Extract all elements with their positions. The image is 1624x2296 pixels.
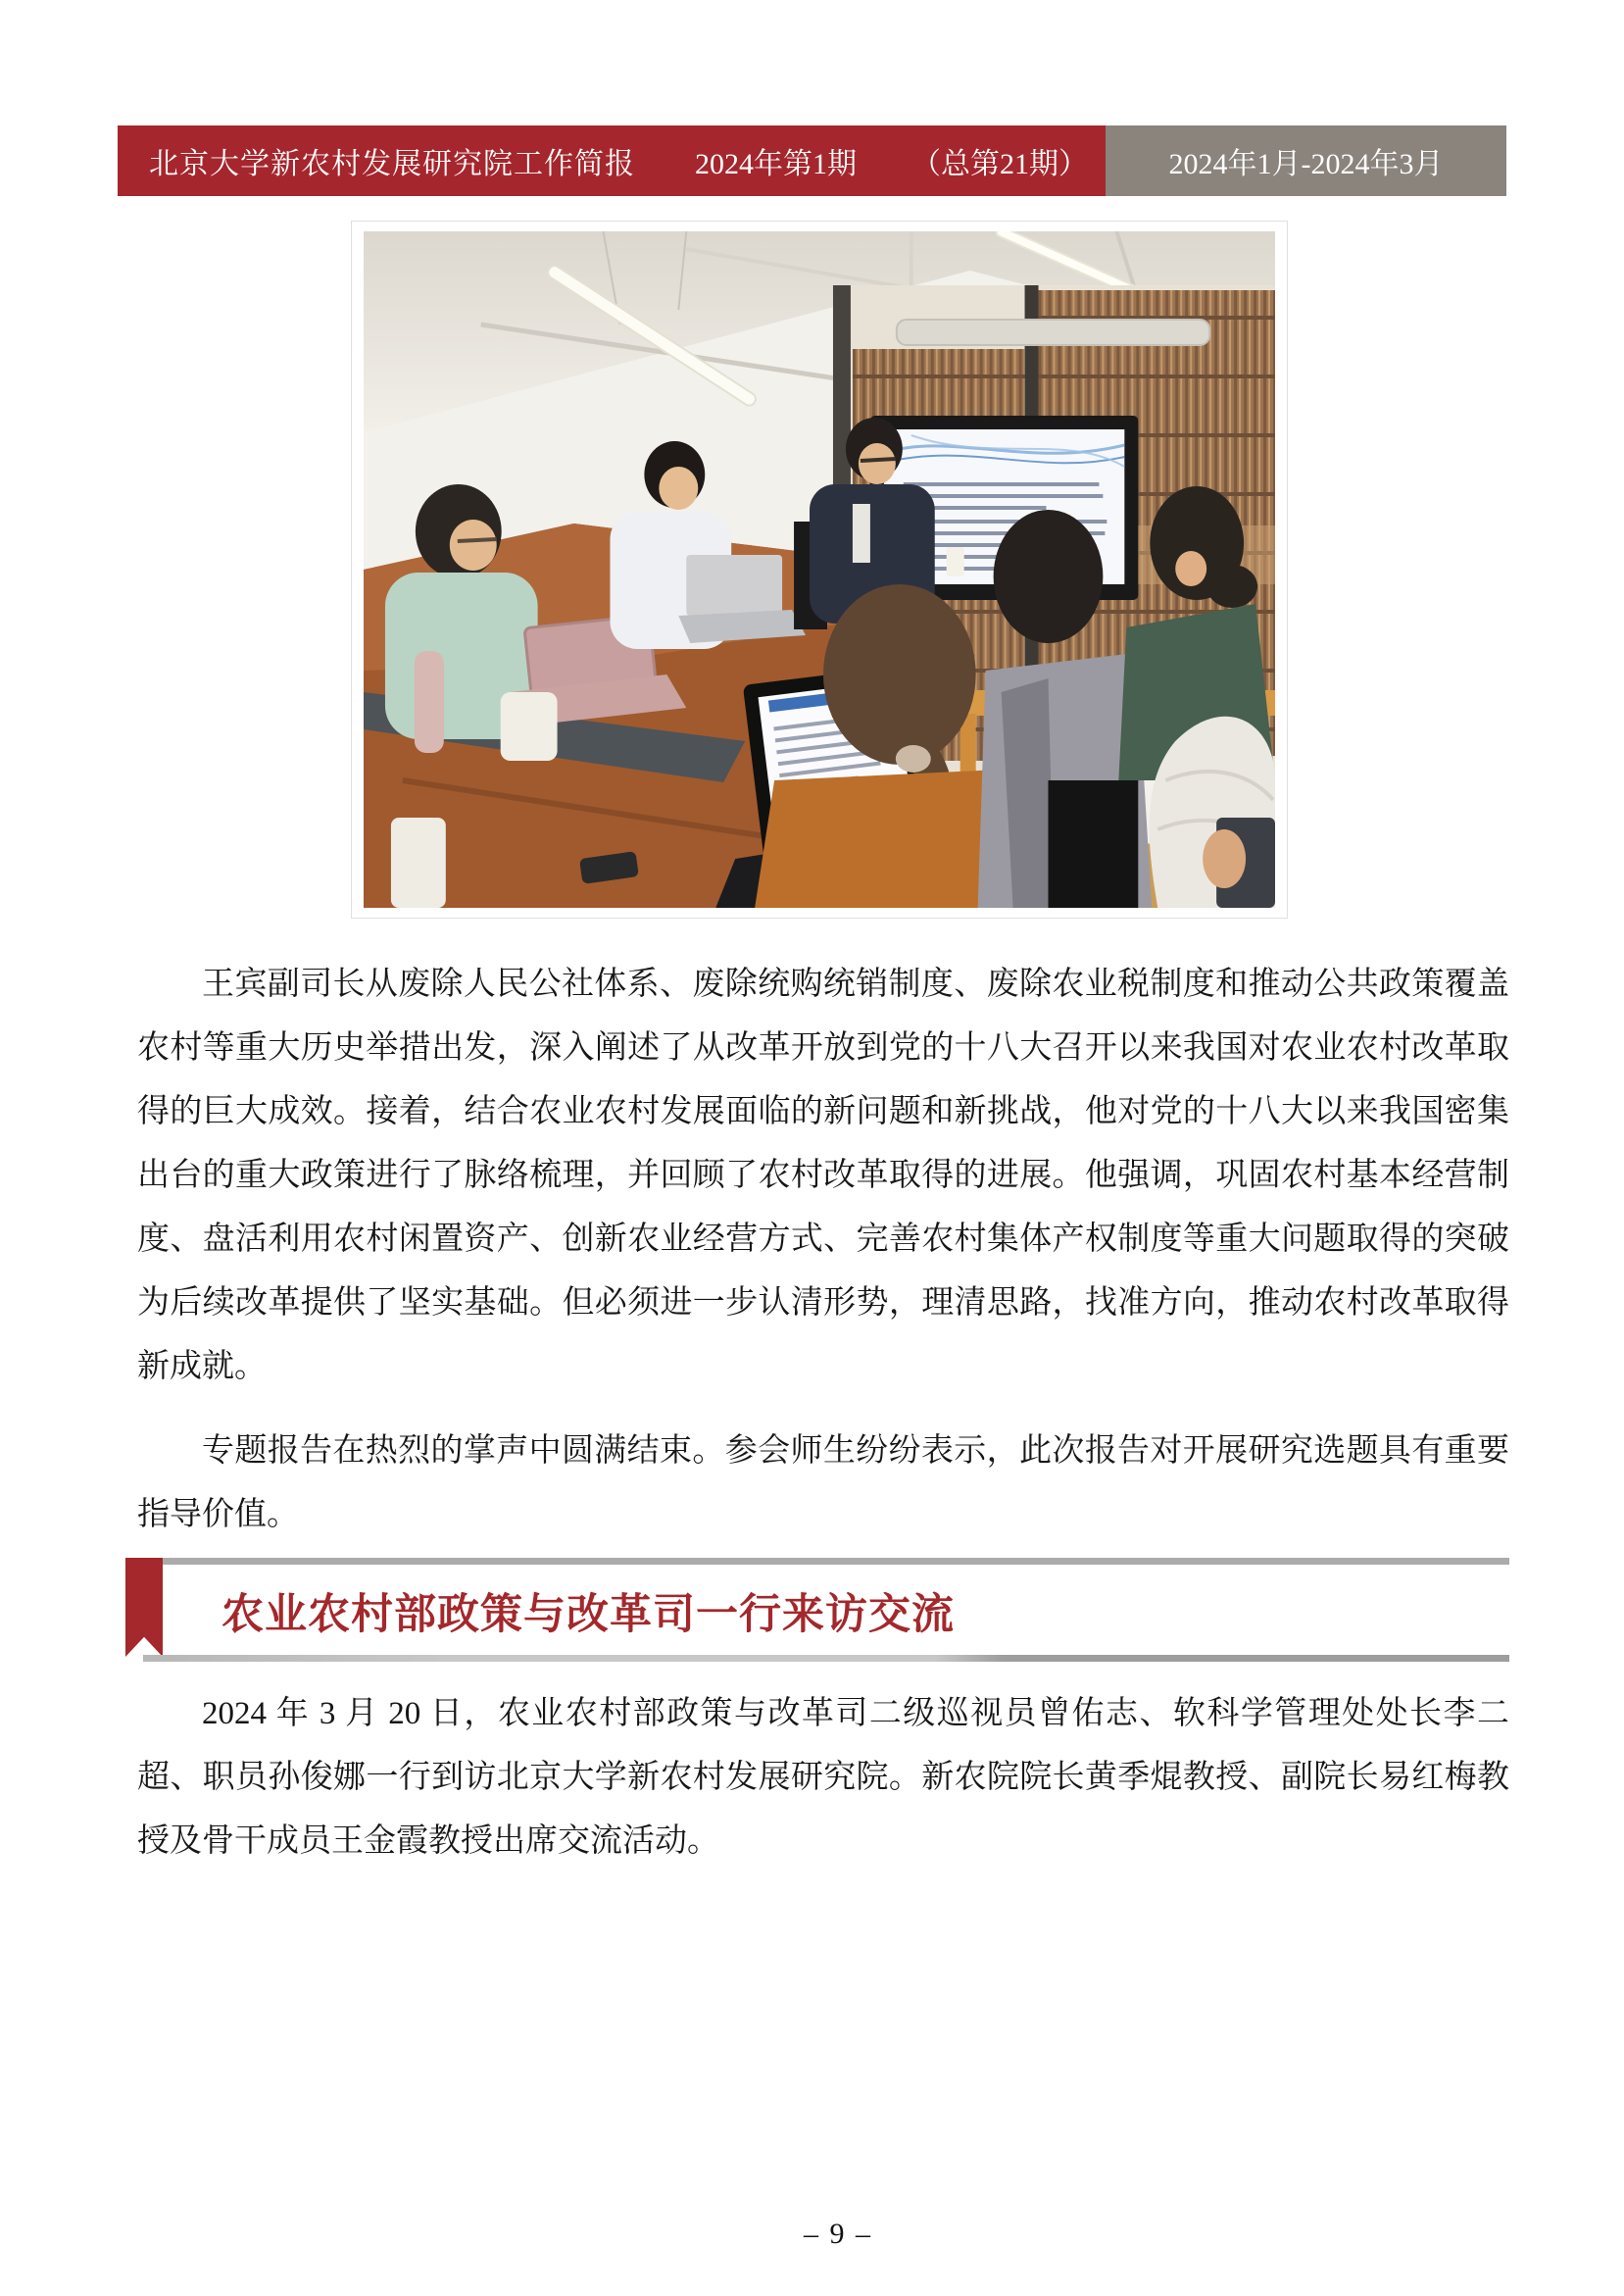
- heading-rule-top: [125, 1558, 1509, 1565]
- article-body-1: [137, 953, 1509, 1547]
- section-title: 农业农村部政策与改革司一行来访交流: [221, 1590, 955, 1638]
- paragraph: 2024 年 3 月 20 日，农业农村部政策与改革司二级巡视员曾佑志、软科学管理处处长李二超、职员孙俊娜一行到访北京大学新农村发展研究院。新农院院长黄季焜教授、副院长易红梅教授及骨干成员王金霞教授出席交流活动。: [137, 1696, 1509, 1859]
- red-ribbon-bookmark-icon: [125, 1558, 163, 1657]
- header-gray-band: [1106, 125, 1506, 196]
- issue-number: 2024年第1期: [695, 148, 857, 180]
- page-header: [118, 125, 1506, 196]
- meeting-photo-graphic: [364, 231, 1275, 908]
- newsletter-title: 北京大学新农村发展研究院工作简报: [149, 148, 635, 180]
- section-heading-band: [125, 1558, 1509, 1660]
- page-number: – 9 –: [804, 2218, 872, 2250]
- heading-rule-bottom: [143, 1655, 1509, 1662]
- paragraph: 王宾副司长从废除人民公社体系、废除统购统销制度、废除农业税制度和推动公共政策覆盖农村等重大历史举措出发，深入阐述了从改革开放到党的十八大召开以来我国对农业农村改革取得的巨大成效。接着，结合农业农村发展面临的新问题和新挑战，他对党的十八大以来我国密集出台的重大政策进行了脉络梳理，并回顾了农村改革取得的进展。他强调，巩固农村基本经营制度、盘活利用农村闲置资产、创新农业经营方式、完善农村集体产权制度等重大问题取得的突破为后续改革提供了坚实基础。但必须进一步认清形势，理清思路，找准方向，推动农村改革取得新成就。: [137, 967, 1509, 1384]
- issue-total: （总第21期）: [911, 148, 1088, 180]
- meeting-photo: [351, 221, 1288, 919]
- issue-period: 2024年1月-2024年3月: [1168, 148, 1444, 180]
- header-red-band: [118, 125, 1106, 196]
- paragraph: 专题报告在热烈的掌声中圆满结束。参会师生纷纷表示，此次报告对开展研究选题具有重要指导价值。: [137, 1433, 1509, 1532]
- article-body-2: [137, 1682, 1509, 1873]
- issue-info: [695, 139, 1088, 182]
